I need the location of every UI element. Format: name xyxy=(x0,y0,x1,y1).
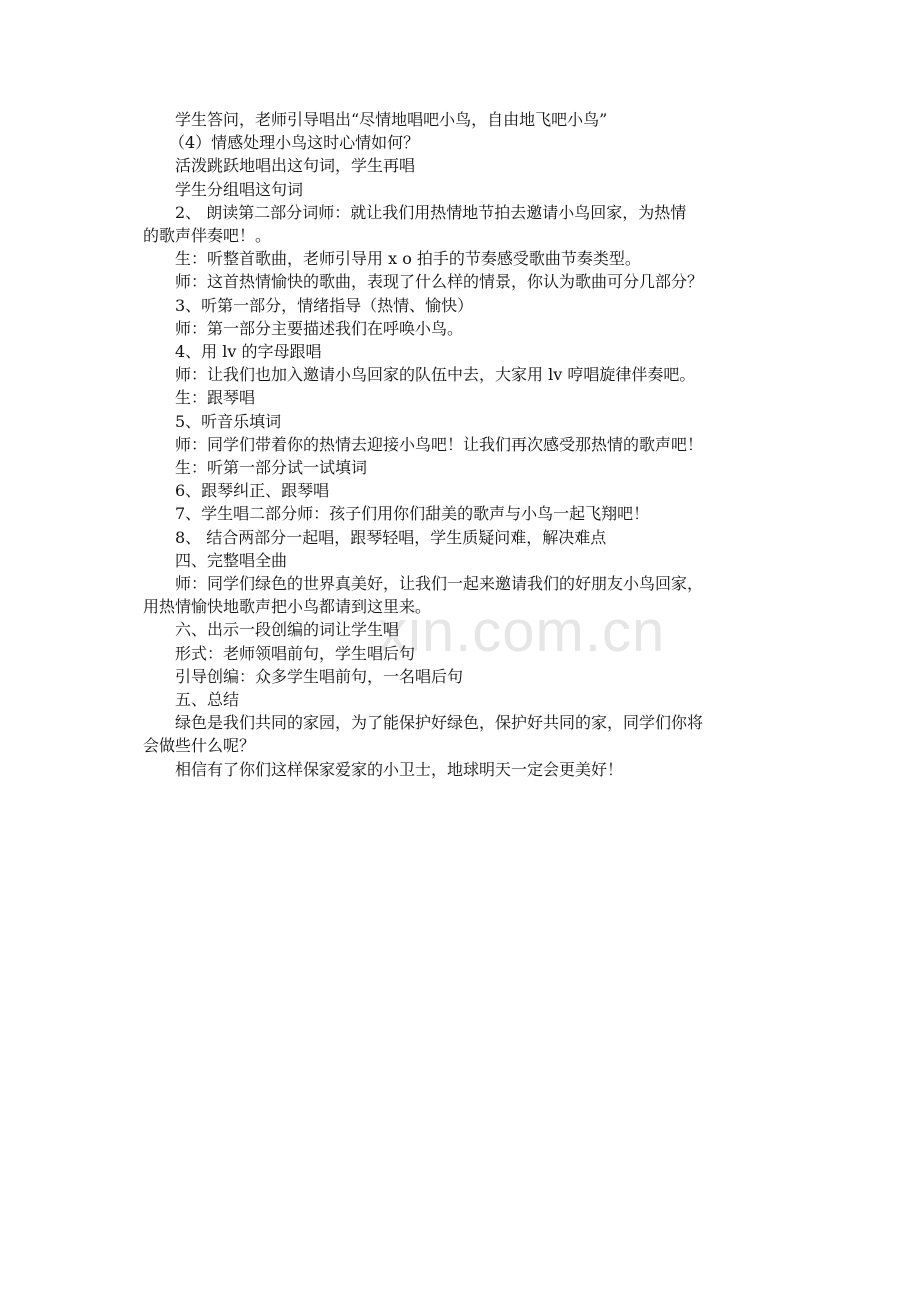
paragraph-line: 7、学生唱二部分师：孩子们用你们甜美的歌声与小鸟一起飞翔吧！ xyxy=(175,504,650,524)
document-body xyxy=(143,108,791,781)
paragraph-line: 师：这首热情愉快的歌曲，表现了什么样的情景，你认为歌曲可分几部分？ xyxy=(175,272,704,292)
paragraph-line: 师：同学们带着你的热情去迎接小鸟吧！让我们再次感受那热情的歌声吧！ xyxy=(175,434,704,454)
paragraph-line: 生：听第一部分试一试填词 xyxy=(175,458,368,478)
paragraph-line: 4、用 lv 的字母跟唱 xyxy=(175,342,322,362)
paragraph-line: 2、 朗读第二部分词师：就让我们用热情地节拍去邀请小鸟回家，为热情 xyxy=(175,202,687,222)
paragraph-line: 四、完整唱全曲 xyxy=(175,550,288,570)
paragraph-line: 师：同学们绿色的世界真美好，让我们一起来邀请我们的好朋友小鸟回家， xyxy=(175,574,704,594)
paragraph-line: 生：听整首歌曲，老师引导用 x o 拍手的节奏感受歌曲节奏类型。 xyxy=(175,249,641,269)
paragraph-line: 5、听音乐填词 xyxy=(175,411,282,431)
paragraph-line: 五、总结 xyxy=(175,690,240,710)
paragraph-line: 相信有了你们这样保家爱家的小卫士，地球明天一定会更美好！ xyxy=(175,759,624,779)
paragraph-line: 活泼跳跃地唱出这句词，学生再唱 xyxy=(175,156,416,176)
paragraph-line: （4）情感处理小鸟这时心情如何？ xyxy=(169,133,420,153)
paragraph-line: 学生分组唱这句词 xyxy=(175,179,304,199)
paragraph-line: 引导创编：众多学生唱前句，一名唱后句 xyxy=(175,666,464,686)
paragraph-line: 六、出示一段创编的词让学生唱 xyxy=(175,620,400,640)
paragraph-line: 的歌声伴奏吧！。 xyxy=(143,226,272,246)
paragraph-line: 用热情愉快地歌声把小鸟都请到这里来。 xyxy=(143,597,432,617)
paragraph-line: 师：让我们也加入邀请小鸟回家的队伍中去，大家用 lv 哼唱旋律伴奏吧。 xyxy=(175,365,696,385)
paragraph-line: 学生答问，老师引导唱出“尽情地唱吧小鸟，自由地飞吧小鸟” xyxy=(175,110,608,129)
paragraph-line: 6、跟琴纠正、跟琴唱 xyxy=(175,481,330,501)
paragraph-line: 3、听第一部分，情绪指导（热情、愉快） xyxy=(175,295,474,315)
paragraph-line: 形式：老师领唱前句，学生唱后句 xyxy=(175,643,416,663)
paragraph-line: 会做些什么呢？ xyxy=(143,736,256,756)
paragraph-line: 绿色是我们共同的家园，为了能保护好绿色，保护好共同的家，同学们你将 xyxy=(175,713,704,733)
paragraph-line: 生：跟琴唱 xyxy=(175,388,256,408)
paragraph-line: 8、 结合两部分一起唱，跟琴轻唱，学生质疑问难，解决难点 xyxy=(175,527,607,547)
paragraph-line: 师：第一部分主要描述我们在呼唤小鸟。 xyxy=(175,318,464,338)
watermark: xin.com.cn xyxy=(378,599,666,664)
